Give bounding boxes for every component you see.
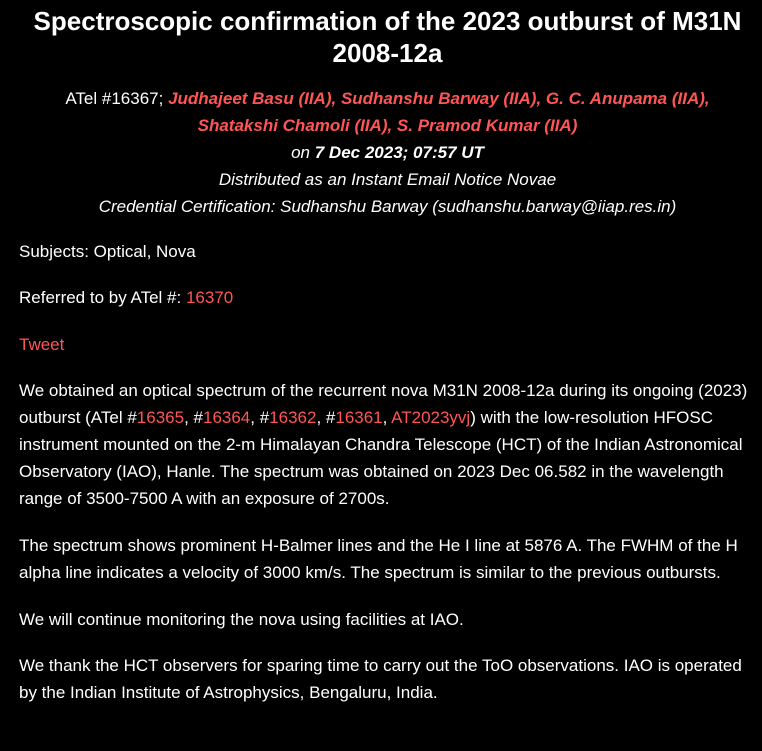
date-value: 7 Dec 2023; 07:57 UT [314,143,484,162]
para1-text-2: , # [184,408,203,427]
authors-line-1[interactable]: Judhajeet Basu (IIA), Sudhanshu Barway (IIA), G. C. Anupama (IIA), [168,89,710,108]
page-title: Spectroscopic confirmation of the 2023 outburst of M31N 2008-12a [33,6,742,68]
date-prefix: on [291,143,311,162]
atel-link-16361[interactable]: 16361 [335,408,383,427]
body-paragraph-3: We will continue monitoring the nova using facilities at IAO. [19,610,464,629]
para1-text-1: We obtained an optical spectrum of the recurrent nova M31N 2008-12a during its ongoing (2023) outburst (ATel # [19,381,748,427]
credential-certification: Credential Certification: Sudhanshu Barway (sudhanshu.barway@iiap.res.in) [98,197,677,216]
atel-link-16362[interactable]: 16362 [269,408,317,427]
referred-line [19,284,756,311]
referred-label: Referred to by ATel #: [19,288,182,307]
atel-link-16365[interactable]: 16365 [136,408,185,427]
para1-text-3: , # [250,408,270,427]
body-paragraph-4: We thank the HCT observers for sparing time to carry out the ToO observations. IAO is operated by the Indian Institute of Astrophysics, Bengaluru, India. [19,656,742,702]
subjects-label: Subjects: [19,242,89,261]
referred-atel-link[interactable]: 16370 [185,288,234,307]
tweet-link[interactable]: Tweet [19,335,65,354]
para1-text-5: , [382,408,392,427]
body-paragraph-2: The spectrum shows prominent H-Balmer lines and the He I line at 5876 A. The FWHM of the H alpha line indicates a velocity of 3000 km/s. The spectrum is similar to the previous outbursts. [19,536,738,582]
atel-id-and-authors [19,85,756,139]
authors-line-2[interactable]: Shatakshi Chamoli (IIA), S. Pramod Kumar (IIA) [197,116,578,135]
para1-text-4: , # [316,408,336,427]
tweet-line [19,331,756,358]
tns-link-at2023yvj[interactable]: AT2023yvj [391,408,471,427]
subjects-value: Optical, Nova [93,242,196,261]
distribution-notice: Distributed as an Instant Email Notice Novae [218,170,557,189]
atel-number: ATel #16367; [65,89,164,108]
body-paragraph-1 [19,377,756,512]
subjects-line [19,238,756,265]
atel-link-16364[interactable]: 16364 [202,408,251,427]
atel-header [19,85,756,220]
post-date [19,139,756,166]
para1-text-6: ) with the low-resolution HFOSC instrument mounted on the 2-m Himalayan Chandra Telescope (HCT) of the Indian Astronomical Observatory (IAO), Hanle. The spectrum was obtained on 2023 Dec 06.582 in the wavelength range of 3500-7500 A with an exposure of 2700s. [19,408,743,508]
